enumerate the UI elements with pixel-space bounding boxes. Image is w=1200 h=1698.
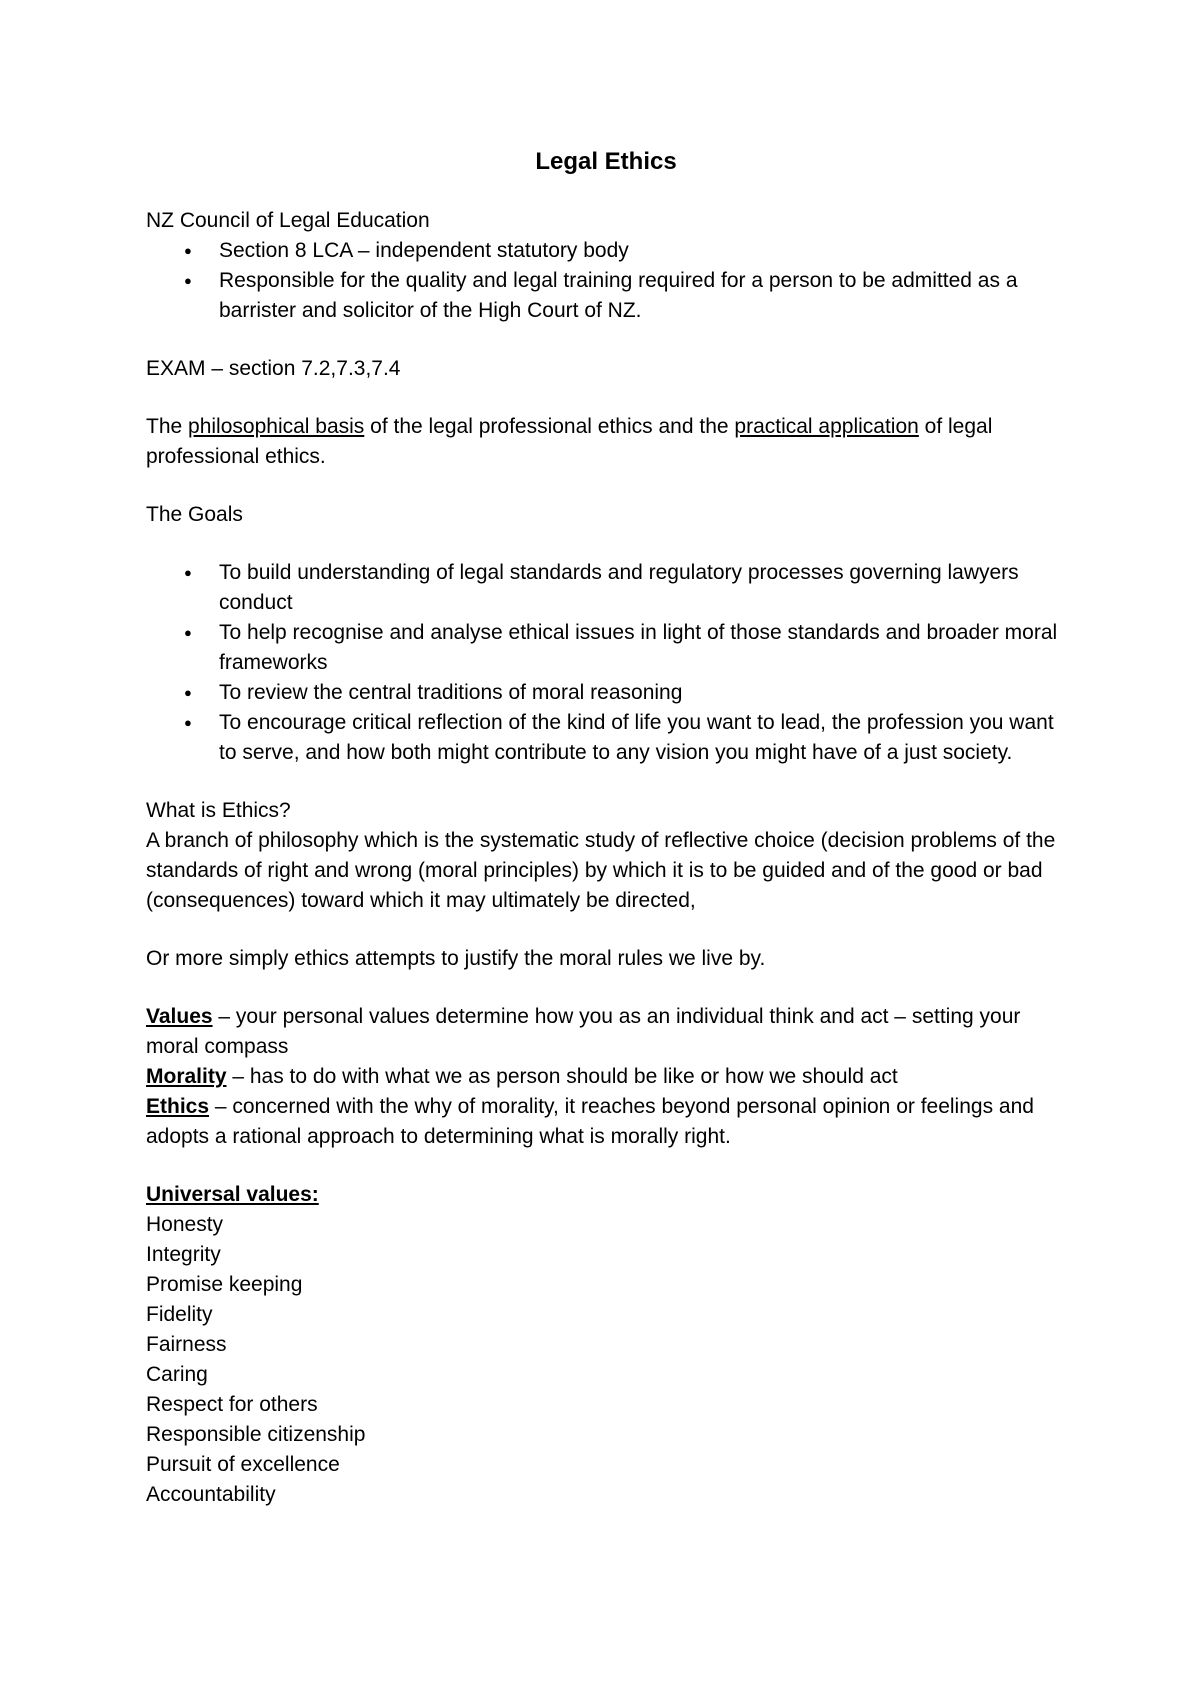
council-heading: NZ Council of Legal Education [146,209,430,232]
list-item: Fidelity [146,1303,213,1326]
list-item: ● Section 8 LCA – independent statutory body [146,236,1066,266]
list-item: ● To review the central traditions of moral reasoning [146,678,1066,708]
list-item: Fairness [146,1333,227,1356]
goals-heading: The Goals [146,503,243,526]
list-item: Accountability [146,1483,276,1506]
term-morality: Morality – has to do with what we as person should be like or how we should act [146,1065,898,1088]
term-values: Values – your personal values determine how you as an individual think and act – setting your moral compass [146,1005,1021,1058]
term-label: Morality [146,1065,227,1088]
term-ethics: Ethics – concerned with the why of morality, it reaches beyond personal opinion or feelings and adopts a rational approach to determining what is morally right. [146,1095,1034,1148]
list-item: Promise keeping [146,1273,303,1296]
term-label: Values [146,1005,213,1028]
list-item: Caring [146,1363,208,1386]
ethics-definition: A branch of philosophy which is the systematic study of reflective choice (decision problems of the standards of right and wrong (moral principles) by which it is to be guided and of the good or bad (consequences) toward which it may ultimately be directed, [146,829,1056,912]
universal-values-heading: Universal values: [146,1183,319,1206]
list-item: Respect for others [146,1393,318,1416]
document-title: Legal Ethics [535,148,677,175]
basis-paragraph: The philosophical basis of the legal professional ethics and the practical application of legal professional ethics. [146,415,993,468]
ethics-heading: What is Ethics? [146,799,291,822]
list-item: Integrity [146,1243,221,1266]
term-label: Ethics [146,1095,210,1118]
philosophical-basis-underlined: philosophical basis [188,415,365,438]
list-item: Responsible citizenship [146,1423,366,1446]
list-item: Honesty [146,1213,224,1236]
document-body [146,146,1066,1510]
list-item: Pursuit of excellence [146,1453,340,1476]
universal-values-list [146,1210,1066,1510]
list-item: ● To encourage critical reflection of the kind of life you want to lead, the profession you want to serve, and how both might contribute to any vision you might have of a just society. [146,708,1066,768]
list-item: ● To build understanding of legal standards and regulatory processes governing lawyers conduct [146,558,1066,618]
exam-line: EXAM – section 7.2,7.3,7.4 [146,357,401,380]
list-item: ● To help recognise and analyse ethical issues in light of those standards and broader moral frameworks [146,618,1066,678]
goals-bullets [146,558,1066,768]
practical-application-underlined: practical application [734,415,919,438]
council-bullets [146,236,1066,326]
list-item: ● Responsible for the quality and legal training required for a person to be admitted as a barrister and solicitor of the High Court of NZ. [146,266,1066,326]
ethics-simple: Or more simply ethics attempts to justify the moral rules we live by. [146,947,766,970]
